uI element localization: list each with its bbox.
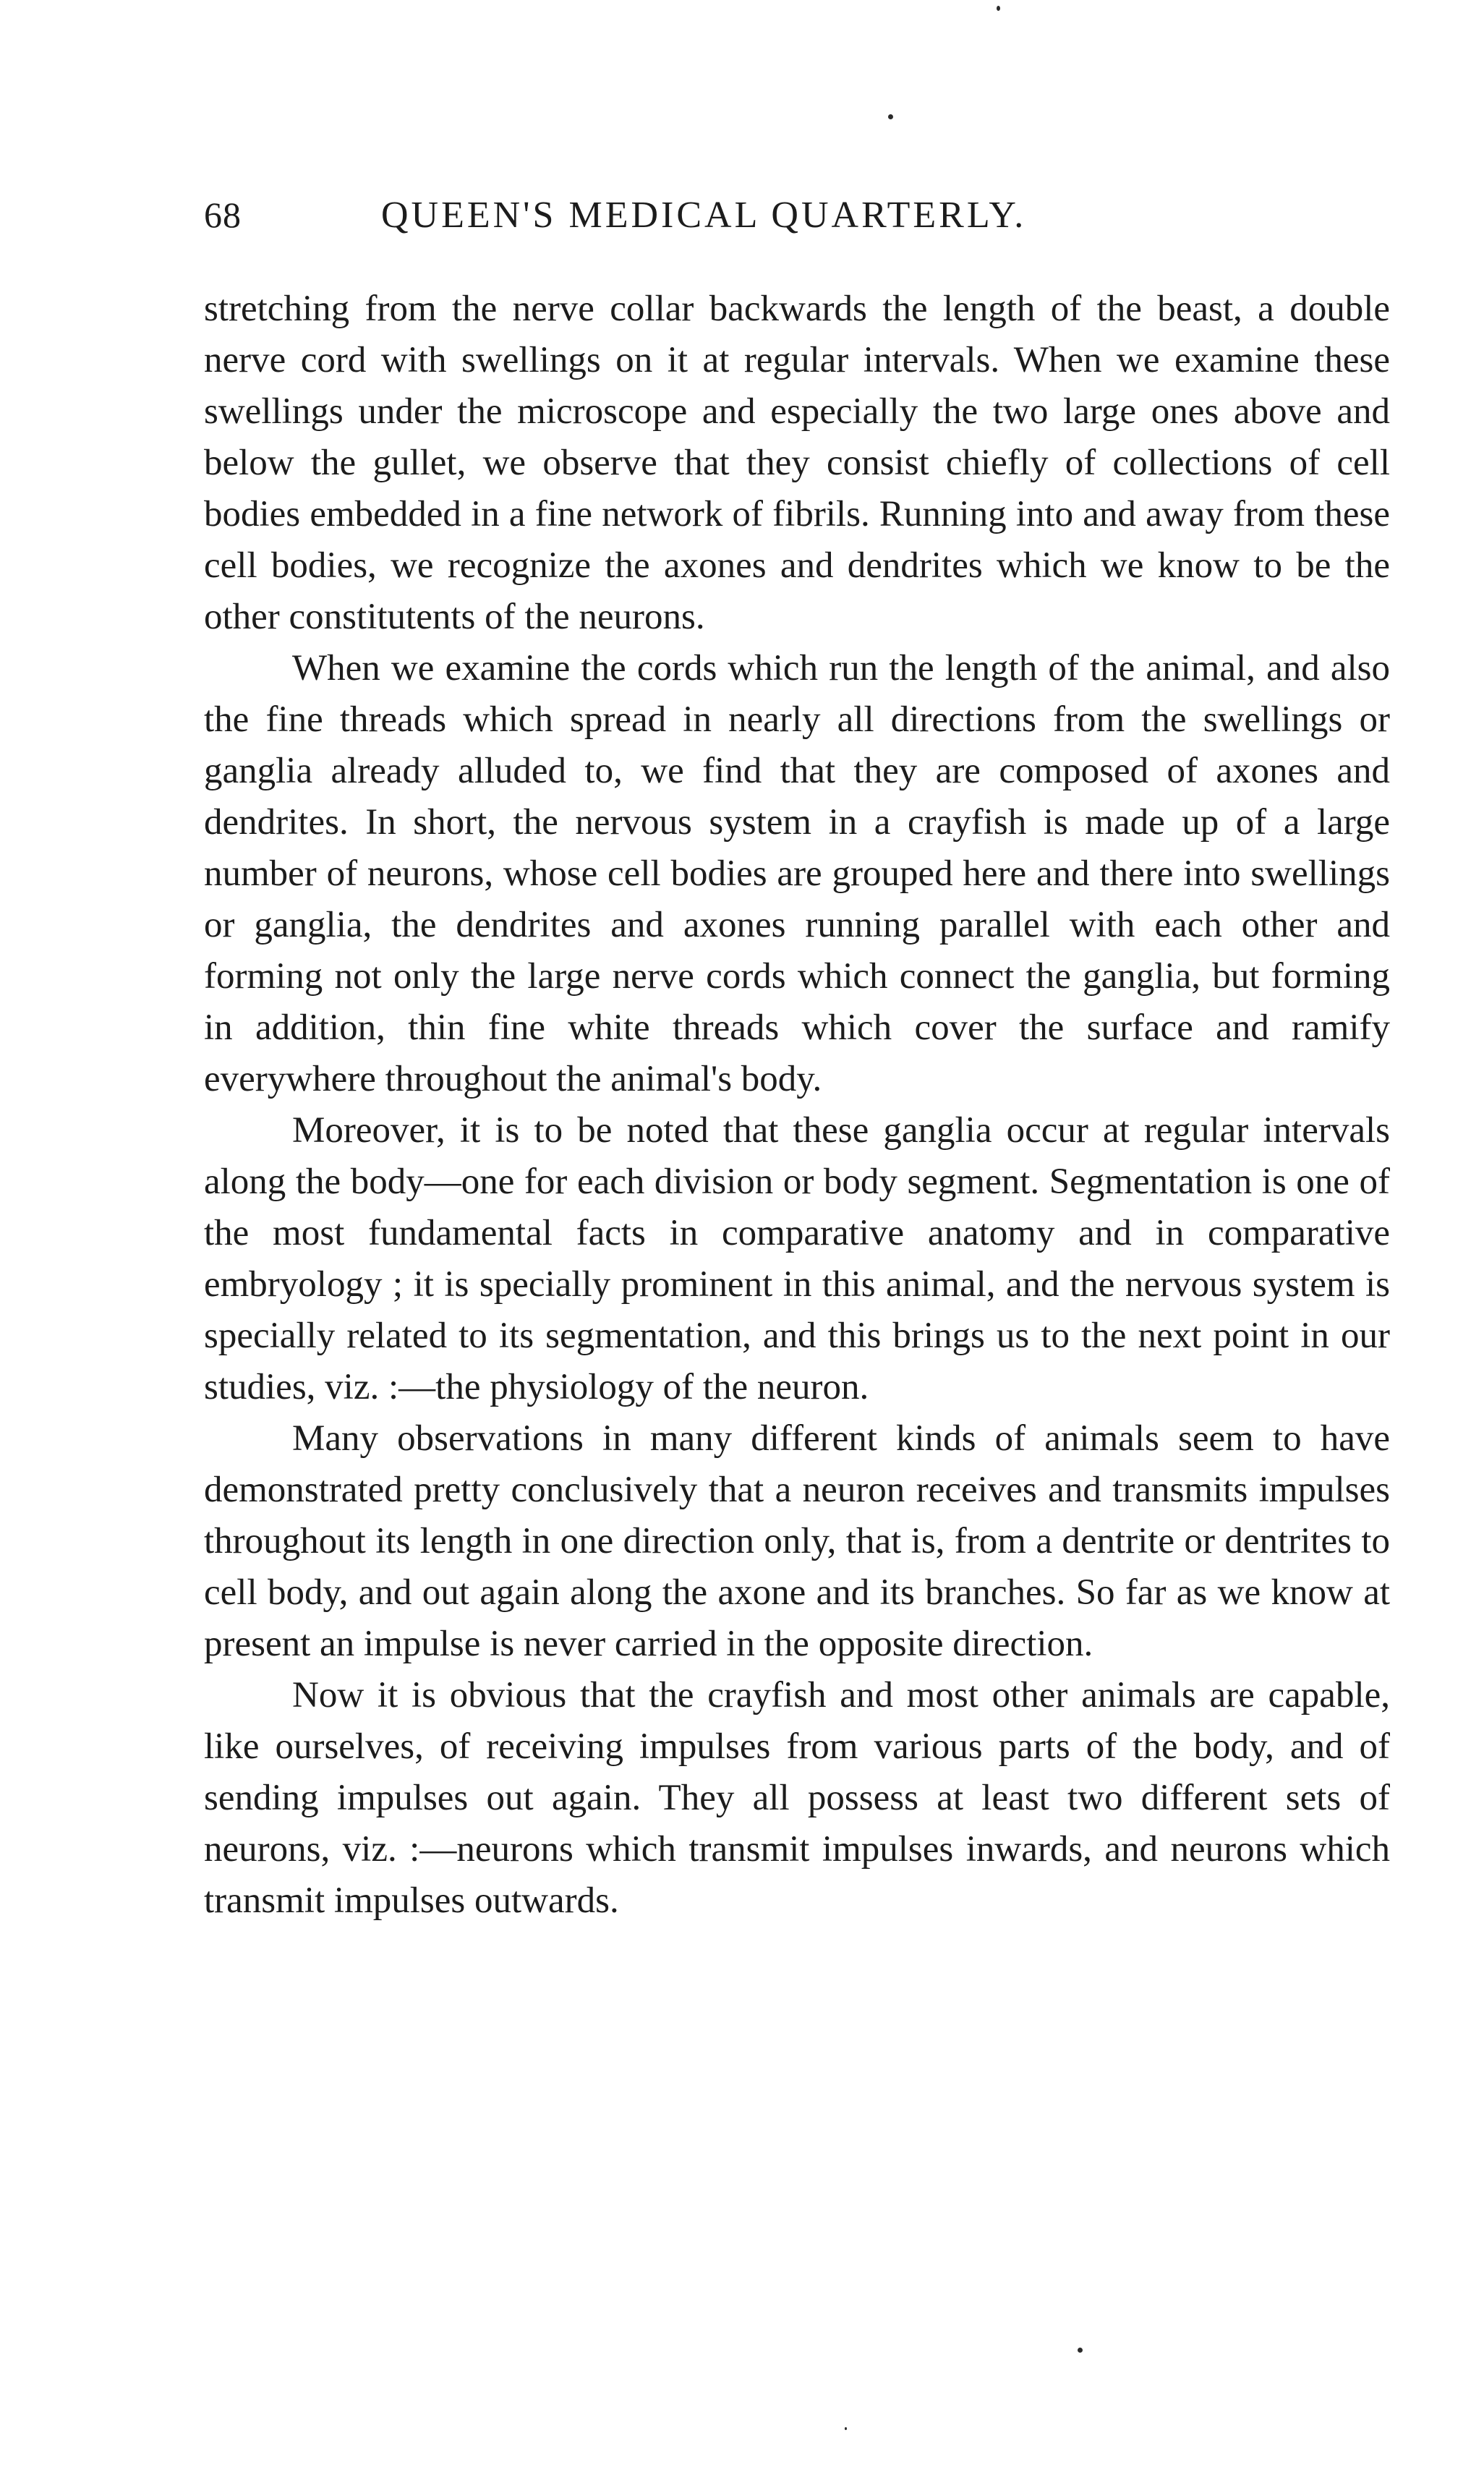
- paragraph-1: stretching from the nerve collar backwards the length of the beast, a double nerve cord with swellings on it at regular intervals. When we examine these swellings under the microscope and especially the two large ones above and below the gullet, we observe that they consist chiefly of collections of cell bodies embedded in a fine network of fibrils. Running into and away from these cell bodies, we recognize the axones and dendrites which we know to be the other constitutents of the neurons.: [204, 289, 1390, 637]
- ink-speck-upper: [888, 114, 893, 119]
- paragraph-5: Now it is obvious that the crayfish and most other animals are capable, like ourselves, of receiving impulses from various parts of the body, and of sending impulses out again. They all possess at least two different sets of neurons, viz. :—neurons which transmit impulses inwards, and neurons which transmit impulses outwards.: [204, 1675, 1390, 1921]
- ink-speck-bottom: [845, 2427, 847, 2430]
- page-number: 68: [204, 195, 242, 235]
- running-title: QUEEN'S MEDICAL QUARTERLY.: [381, 195, 1027, 236]
- ink-speck-lower: [1078, 2348, 1083, 2353]
- page-header: [204, 194, 1187, 252]
- paragraph-4: Many observations in many different kinds of animals seem to have demonstrated pretty conclusively that a neuron receives and transmits impulses throughout its length in one direction only, that is, from a dentrite or dentrites to cell body, and out again along the axone and its branches. So far as we know at present an impulse is never carried in the opposite direction.: [204, 1418, 1390, 1664]
- ink-speck-top: [997, 6, 1000, 11]
- paragraph-3: Moreover, it is to be noted that these ganglia occur at regular intervals along the body—one for each division or body segment. Segmentation is one of the most fundamental facts in comparative anatomy and in comparative embryology ; it is specially prominent in this animal, and the nervous system is specially related to its segmentation, and this brings us to the next point in our studies, viz. :—the physiology of the neuron.: [204, 1110, 1390, 1407]
- body-text: [204, 284, 1390, 1927]
- paragraph-2: When we examine the cords which run the length of the animal, and also the fine threads which spread in nearly all directions from the swellings or ganglia already alluded to, we find that they are composed of axones and dendrites. In short, the nervous system in a crayfish is made up of a large number of neurons, whose cell bodies are grouped here and there into swellings or ganglia, the dendrites and axones running parallel with each other and forming not only the large nerve cords which connect the ganglia, but forming in addition, thin fine white threads which cover the surface and ramify everywhere throughout the animal's body.: [204, 648, 1390, 1099]
